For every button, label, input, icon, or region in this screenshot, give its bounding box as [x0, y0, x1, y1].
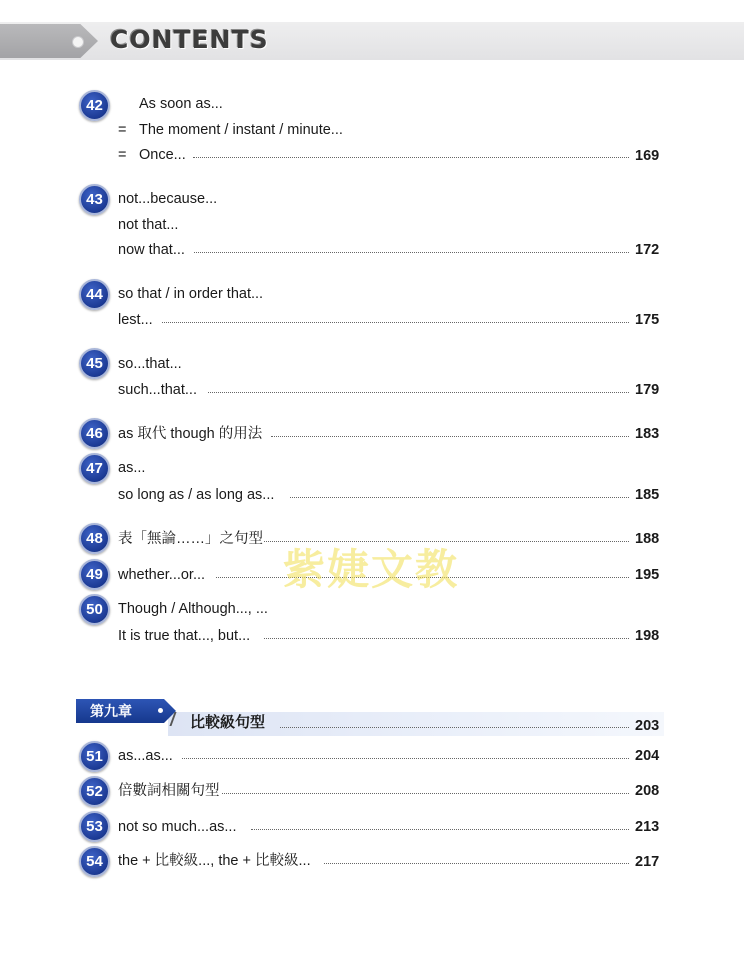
entry-line: not...because... [118, 191, 218, 207]
chapter-page-number: 203 [635, 718, 660, 734]
dot-leader [162, 321, 629, 323]
entry-line: As soon as... [139, 96, 223, 112]
entry-line: so long as / as long as... [118, 487, 275, 503]
entry-line: It is true that..., but... [118, 628, 251, 644]
dot-leader [182, 757, 629, 759]
dot-leader [324, 862, 629, 864]
entry-line: such...that... [118, 382, 197, 398]
dot-leader [271, 435, 629, 437]
entry-line: whether...or... [118, 567, 206, 583]
page-number: 198 [635, 628, 660, 644]
dot-leader [280, 726, 629, 728]
chapter-tab-label: 第九章 [90, 703, 132, 719]
entry-number-badge: 51 [79, 741, 110, 772]
equals-sign: = [118, 122, 127, 138]
entry-number-badge: 46 [79, 418, 110, 449]
dot-leader [222, 792, 629, 794]
page-number: 204 [635, 748, 660, 764]
page-number: 188 [635, 531, 660, 547]
entry-number-badge: 49 [79, 559, 110, 590]
entry-number-badge: 52 [79, 776, 110, 807]
page-number: 175 [635, 312, 660, 328]
equals-sign: = [118, 147, 127, 163]
entry-line: now that... [118, 242, 185, 258]
dot-leader [251, 828, 629, 830]
entry-line: as... [118, 460, 146, 476]
chapter-title: 比較級句型 [190, 714, 266, 731]
page-number: 169 [635, 148, 660, 164]
dot-leader [290, 496, 629, 498]
entry-line: as...as... [118, 748, 173, 764]
entry-line: 表「無論……」之句型 [118, 531, 263, 547]
page-number: 195 [635, 567, 660, 583]
page-number: 179 [635, 382, 660, 398]
page-number: 217 [635, 854, 660, 870]
entry-line: not that... [118, 217, 179, 233]
entry-line: the + 比較級..., the + 比較級... [118, 853, 311, 869]
dot-leader [194, 251, 629, 253]
page-number: 185 [635, 487, 660, 503]
entry-number-badge: 45 [79, 348, 110, 379]
entry-number-badge: 42 [79, 90, 110, 121]
entry-line: Though / Although..., ... [118, 601, 268, 617]
entry-line: lest... [118, 312, 153, 328]
dot-leader [193, 156, 629, 158]
entry-line: as 取代 though 的用法 [118, 426, 263, 442]
dot-leader [264, 637, 629, 639]
entry-line: The moment / instant / minute... [139, 122, 343, 138]
entry-number-badge: 47 [79, 453, 110, 484]
entry-number-badge: 54 [79, 846, 110, 877]
entry-number-badge: 44 [79, 279, 110, 310]
page-number: 183 [635, 426, 660, 442]
entry-line: 倍數詞相關句型 [118, 783, 220, 799]
entry-number-badge: 43 [79, 184, 110, 215]
entry-number-badge: 50 [79, 594, 110, 625]
page-number: 172 [635, 242, 660, 258]
dot-leader [208, 391, 629, 393]
entry-line: Once... [139, 147, 186, 163]
page-title: CONTENTS [110, 25, 269, 54]
entry-line: so that / in order that... [118, 286, 264, 302]
entry-number-badge: 48 [79, 523, 110, 554]
entry-number-badge: 53 [79, 811, 110, 842]
header-dot-decoration [72, 36, 84, 48]
page-number: 213 [635, 819, 660, 835]
page-number: 208 [635, 783, 660, 799]
chapter-tab-dot [158, 708, 163, 713]
entry-line: so...that... [118, 356, 182, 372]
entry-line: not so much...as... [118, 819, 237, 835]
watermark: 紫婕文教 [283, 545, 460, 594]
